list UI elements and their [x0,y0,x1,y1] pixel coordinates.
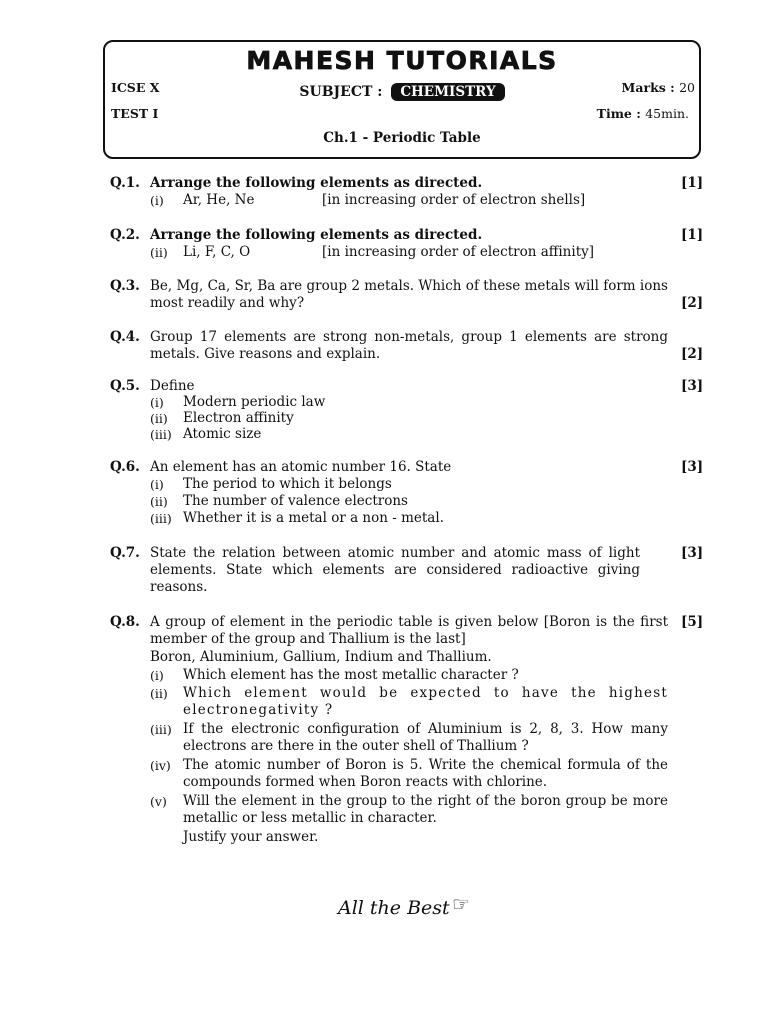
question-marks: [2] [681,295,704,311]
question-number: Q.7. [110,545,140,561]
subpart-text: Modern periodic law [183,394,326,410]
subpart-note: [in increasing order of electron affinity] [322,244,595,260]
subpart-label: (v) [150,794,167,809]
subpart-text: Will the element in the group to the right of the boron group be more metallic or less metallic in character. [183,793,668,826]
question-text: Define [150,378,195,394]
subject-line [105,83,699,101]
question-number: Q.3. [110,278,140,294]
subject-badge: CHEMISTRY [391,83,504,101]
subpart-text: The atomic number of Boron is 5. Write the chemical formula of the compounds formed when Boron reacts with chlorine. [183,757,668,790]
time-label: Time : [596,106,641,121]
time-value: 45min. [645,106,689,121]
test-label: TEST I [111,106,159,121]
header-box [103,40,701,159]
question-marks: [1] [681,175,704,191]
subpart-text: Ar, He, Ne [183,192,255,208]
question-text: A group of element in the periodic table is given below [Boron is the first member of the group and Thallium is the last] [150,614,668,647]
subpart-note: [in increasing order of electron shells] [322,192,586,208]
element-list: Boron, Aluminium, Gallium, Indium and Thallium. [150,649,492,665]
subpart-label: (ii) [150,411,168,426]
subpart-text: Which element has the most metallic character ? [183,667,519,683]
subpart-label: (iii) [150,722,172,737]
question-text: An element has an atomic number 16. State [150,459,452,475]
time-info [597,106,689,121]
best-wishes: All the Best [338,897,450,919]
subpart-label: (iii) [150,427,172,442]
subpart-label: (iv) [150,758,171,773]
institute-name: MAHESH TUTORIALS [246,46,558,75]
question-marks: [1] [681,227,704,243]
subpart-text: Electron affinity [183,410,294,426]
subpart-label: (ii) [150,686,168,701]
class-label: ICSE X [111,80,160,95]
subpart-label: (iii) [150,511,172,526]
question-number: Q.1. [110,175,140,191]
question-number: Q.2. [110,227,140,243]
subpart-label: (ii) [150,494,168,509]
question-marks: [3] [681,545,704,561]
question-number: Q.5. [110,378,140,394]
subpart-label: (i) [150,477,164,492]
subpart-label: (i) [150,193,164,208]
question-marks: [2] [681,346,704,362]
subpart-label: (i) [150,395,164,410]
marks-label: Marks : [621,80,675,95]
question-marks: [3] [681,459,704,475]
question-text: State the relation between atomic number and atomic mass of light elements. State which elements are considered radioactive giving reasons. [150,545,640,595]
chapter-title: Ch.1 - Periodic Table [323,130,481,146]
pointing-hand-icon: ☞ [452,892,470,916]
question-marks: [5] [681,614,704,630]
question-number: Q.4. [110,329,140,345]
subpart-text: The period to which it belongs [183,476,392,492]
subpart-text: Whether it is a metal or a non - metal. [183,510,444,526]
question-text: Arrange the following elements as directed. [150,227,483,243]
marks-info [622,80,695,95]
question-number: Q.8. [110,614,140,630]
subpart-text: The number of valence electrons [183,493,408,509]
subpart-text: Which element would be expected to have the highest electronegativity ? [183,685,668,718]
question-text: Group 17 elements are strong non-metals, group 1 elements are strong metals. Give reasons and explain. [150,329,668,362]
subject-label: SUBJECT : [299,84,383,100]
question-text: Arrange the following elements as directed. [150,175,483,191]
subpart-text: Atomic size [183,426,262,442]
question-marks: [3] [681,378,704,394]
subpart-label: (ii) [150,245,168,260]
question-number: Q.6. [110,459,140,475]
subpart-text: If the electronic configuration of Aluminium is 2, 8, 3. How many electrons are there in the outer shell of Thallium ? [183,721,668,754]
marks-value: 20 [679,80,695,95]
question-text: Be, Mg, Ca, Sr, Ba are group 2 metals. Which of these metals will form ions most readily and why? [150,278,668,311]
subpart-extra-text: Justify your answer. [183,829,319,845]
subpart-text: Li, F, C, O [183,244,251,260]
subpart-label: (i) [150,668,164,683]
